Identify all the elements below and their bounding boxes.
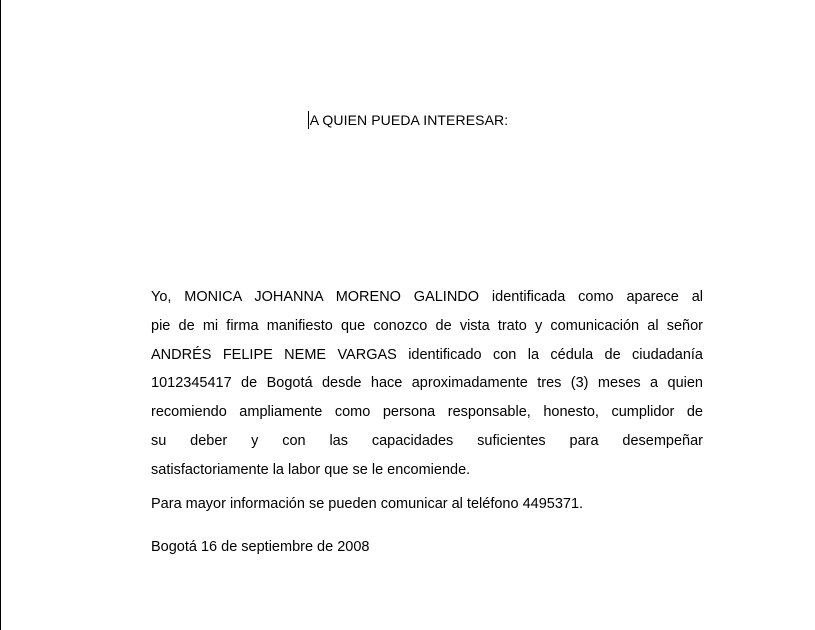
document-page[interactable] <box>1 0 815 630</box>
contact-paragraph[interactable]: Para mayor información se pueden comunicar al teléfono 4495371. <box>151 496 584 512</box>
paragraph-line: 1012345417 de Bogotá desde hace aproximadamente tres (3) meses a quien <box>151 375 703 392</box>
paragraph-line: satisfactoriamente la labor que se le encomiende. <box>151 461 471 478</box>
document-heading[interactable] <box>308 110 508 130</box>
paragraph-line: su deber y con las capacidades suficientes para desempeñar <box>151 432 703 449</box>
heading-row <box>1 110 815 131</box>
text-cursor <box>308 111 309 129</box>
paragraph-line: recomiendo ampliamente como persona responsable, honesto, cumplidor de <box>151 404 703 421</box>
paragraph-line: Yo, MONICA JOHANNA MORENO GALINDO identificada como aparece al <box>151 289 703 305</box>
main-paragraph[interactable] <box>151 283 703 485</box>
date-line[interactable]: Bogotá 16 de septiembre de 2008 <box>151 539 370 555</box>
heading-text: A QUIEN PUEDA INTERESAR <box>309 112 505 128</box>
paragraph-line: pie de mi firma manifiesto que conozco de vista trato y comunicación al señor <box>151 317 703 334</box>
heading-colon: : <box>504 112 509 128</box>
paragraph-line: ANDRÉS FELIPE NEME VARGAS identificado con la cédula de ciudadanía <box>151 346 703 363</box>
